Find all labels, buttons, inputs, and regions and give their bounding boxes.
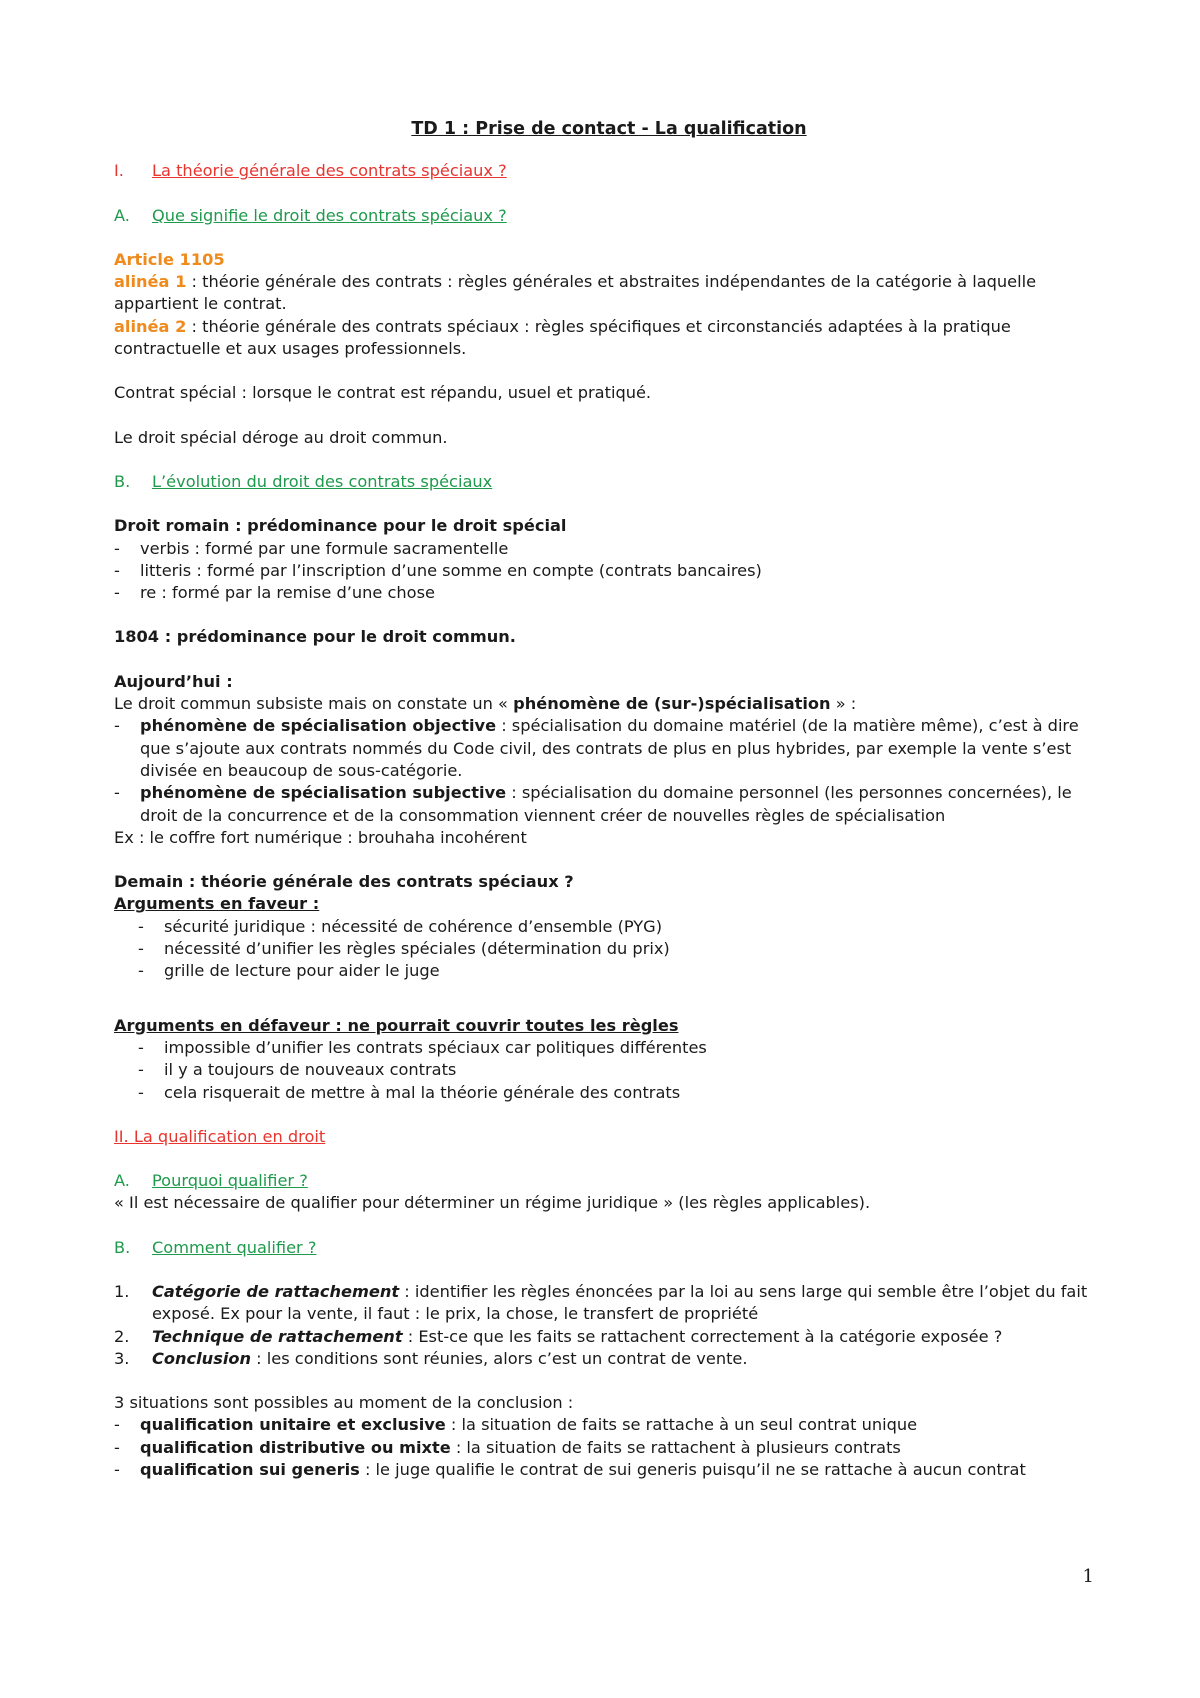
list-item: - re : formé par la remise d’une chose — [114, 582, 1104, 604]
arguments-for-heading: Arguments en faveur : — [114, 894, 320, 914]
subsection-1b-heading — [114, 471, 1104, 493]
step-number: 3. — [114, 1348, 130, 1368]
situation-text: : la situation de faits se rattachent à plusieurs contrats — [450, 1437, 901, 1457]
step-text: : identifier les règles énoncées par la loi au sens large qui semble être l’objet du fait exposé. Ex pour la vente, il faut : le prix, la chose, le transfert de propriété — [152, 1281, 1088, 1324]
year-1804-heading: 1804 : prédominance pour le droit commun. — [114, 627, 516, 647]
subsection-1b-title: L’évolution du droit des contrats spéciaux — [152, 471, 493, 491]
subsection-2a-heading — [114, 1170, 1104, 1192]
today-intro-start: Le droit commun subsiste mais on constate un « — [114, 694, 514, 714]
today-intro-end: » : — [830, 694, 857, 714]
qualification-steps — [114, 1281, 1104, 1370]
step-label: Conclusion — [152, 1348, 252, 1368]
alinea-2-label: alinéa 2 — [114, 316, 187, 336]
list-item: - il y a toujours de nouveaux contrats — [138, 1059, 1104, 1081]
list-item — [114, 1437, 1104, 1459]
alinea-1 — [114, 271, 1104, 316]
roman-law-heading: Droit romain : prédominance pour le droit spécial — [114, 516, 567, 536]
situations-intro: 3 situations sont possibles au moment de la conclusion : — [114, 1393, 574, 1413]
subsection-1a-heading — [114, 205, 1104, 227]
subjective-label: phénomène de spécialisation subjective — [140, 783, 507, 803]
situation-label: qualification unitaire et exclusive — [140, 1415, 446, 1435]
step-label: Catégorie de rattachement — [152, 1281, 400, 1301]
list-item — [114, 1326, 1104, 1348]
subsection-2a-number: A. — [114, 1171, 130, 1191]
document-body — [114, 118, 1104, 1481]
subsection-2b-number: B. — [114, 1237, 131, 1257]
arguments-against-heading: Arguments en défaveur : ne pourrait couvrir toutes les règles — [114, 1015, 679, 1035]
subsection-1b-number: B. — [114, 471, 131, 491]
list-item: - verbis : formé par une formule sacramentelle — [114, 538, 1104, 560]
alinea-1-text: : théorie générale des contrats : règles générales et abstraites indépendantes de la catégorie à laquelle appartient le contrat. — [114, 272, 1037, 314]
section-1-title: La théorie générale des contrats spéciaux ? — [152, 161, 507, 181]
paragraph-contrat-special: Contrat spécial : lorsque le contrat est répandu, usuel et pratiqué. — [114, 383, 652, 403]
article-heading: Article 1105 — [114, 249, 225, 269]
list-item: - cela risquerait de mettre à mal la théorie générale des contrats — [138, 1082, 1104, 1104]
section-2-heading: II. La qualification en droit — [114, 1126, 326, 1146]
situation-label: qualification sui generis — [140, 1460, 360, 1480]
alinea-2 — [114, 316, 1104, 361]
list-item: - litteris : formé par l’inscription d’une somme en compte (contrats bancaires) — [114, 560, 1104, 582]
list-item: - impossible d’unifier les contrats spéciaux car politiques différentes — [138, 1037, 1104, 1059]
step-text: : les conditions sont réunies, alors c’est un contrat de vente. — [251, 1348, 748, 1368]
subsection-1a-title: Que signifie le droit des contrats spéciaux ? — [152, 205, 507, 225]
step-label: Technique de rattachement — [152, 1326, 403, 1346]
list-item — [114, 1281, 1104, 1326]
list-item — [114, 1414, 1104, 1436]
subsection-2a-title: Pourquoi qualifier ? — [152, 1171, 308, 1191]
objective-text: : spécialisation du domaine matériel (de la matière même), c’est à dire que s’ajoute aux contrats nommés du Code civil, des contrats de plus en plus hybrides, par exemple la vente s’est divisée en beaucoup de sous-catégorie. — [140, 716, 1079, 780]
step-text: : Est-ce que les faits se rattachent correctement à la catégorie exposée ? — [402, 1326, 1003, 1346]
section-1-number: I. — [114, 161, 124, 181]
situation-text: : le juge qualifie le contrat de sui generis puisqu’il ne se rattache à aucun contrat — [359, 1460, 1026, 1480]
today-intro — [114, 693, 1104, 715]
today-heading: Aujourd’hui : — [114, 671, 233, 691]
list-item: - sécurité juridique : nécessité de cohérence d’ensemble (PYG) — [138, 916, 1104, 938]
list-item: - nécessité d’unifier les règles spéciales (détermination du prix) — [138, 938, 1104, 960]
subsection-2b-title: Comment qualifier ? — [152, 1237, 317, 1257]
situation-label: qualification distributive ou mixte — [140, 1437, 451, 1457]
paragraph-droit-special: Le droit spécial déroge au droit commun. — [114, 427, 448, 447]
list-item — [114, 1459, 1104, 1481]
list-item: - grille de lecture pour aider le juge — [138, 960, 1104, 982]
list-item — [114, 1348, 1104, 1370]
example-line: Ex : le coffre fort numérique : brouhaha incohérent — [114, 827, 527, 847]
tomorrow-heading: Demain : théorie générale des contrats spéciaux ? — [114, 872, 574, 892]
step-number: 1. — [114, 1281, 130, 1301]
list-item-objective — [114, 715, 1104, 782]
list-item-subjective — [114, 782, 1104, 827]
subsection-1a-number: A. — [114, 205, 130, 225]
step-number: 2. — [114, 1326, 130, 1346]
situation-text: : la situation de faits se rattache à un seul contrat unique — [445, 1415, 918, 1435]
today-intro-term: phénomène de (sur-)spécialisation — [513, 694, 831, 714]
objective-label: phénomène de spécialisation objective — [140, 716, 497, 736]
subsection-2b-heading — [114, 1237, 1104, 1259]
alinea-1-label: alinéa 1 — [114, 272, 187, 292]
subjective-text: : spécialisation du domaine personnel (les personnes concernées), le droit de la concurrence et de la consommation viennent créer de nouvelles règles de spécialisation — [140, 783, 1072, 825]
quote-paragraph: « Il est nécessaire de qualifier pour déterminer un régime juridique » (les règles applicables). — [114, 1193, 871, 1213]
document-title: TD 1 : Prise de contact - La qualification — [411, 119, 807, 139]
page-number: 1 — [1082, 1566, 1094, 1587]
section-1-heading — [114, 160, 1104, 182]
alinea-2-text: : théorie générale des contrats spéciaux : règles spécifiques et circonstanciés adaptées à la pratique contractuelle et aux usages professionnels. — [114, 316, 1011, 359]
